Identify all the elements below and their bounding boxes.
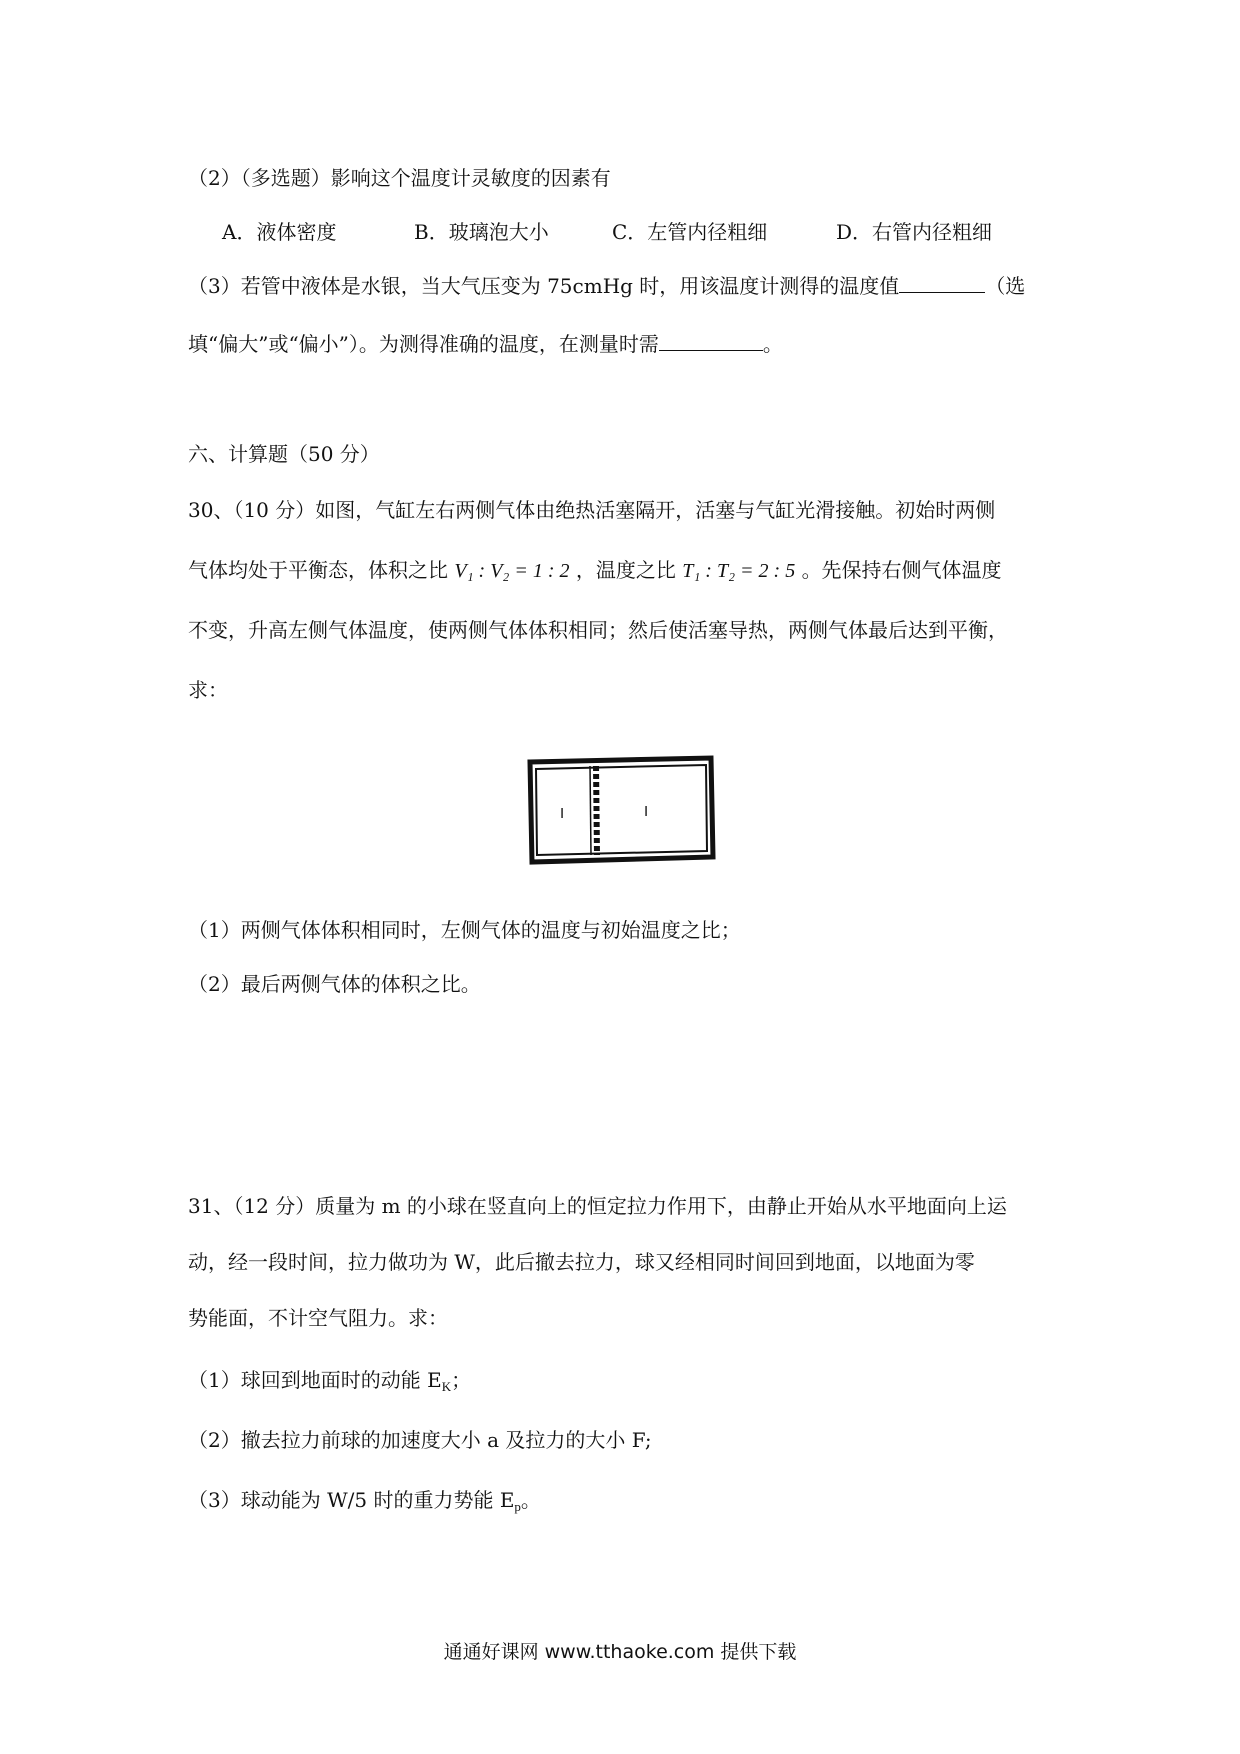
q30-line2 <box>188 556 1002 585</box>
q29-sub3-text2: （选 <box>985 274 1026 298</box>
q30-line2-b: ，温度之比 <box>575 558 676 582</box>
q29-option-b: B．玻璃泡大小 <box>414 220 549 244</box>
q31-sub3-text: （3）球动能为 W/5 时的重力势能 E <box>188 1488 515 1512</box>
q29-sub2: （2）（多选题）影响这个温度计灵敏度的因素有 <box>188 166 611 190</box>
q30-line3: 不变，升高左侧气体温度，使两侧气体体积相同；然后使活塞导热，两侧气体最后达到平衡， <box>188 618 1008 642</box>
answer-blank-1 <box>899 272 985 293</box>
q31-line2: 动，经一段时间，拉力做功为 W，此后撤去拉力，球又经相同时间回到地面，以地面为零 <box>188 1250 975 1274</box>
q31-sub3-subscript: p <box>514 1499 521 1514</box>
q29-option-c: C．左管内径粗细 <box>612 220 768 244</box>
q29-sub3-text4: 。 <box>762 332 783 356</box>
cylinder-diagram <box>526 752 716 870</box>
footer-watermark: 通通好课网 www.tthaoke.com 提供下载 <box>443 1641 797 1663</box>
piston <box>596 766 597 855</box>
q30-sub2: （2）最后两侧气体的体积之比。 <box>188 972 481 996</box>
q31-sub1-text: （1）球回到地面时的动能 E <box>188 1368 442 1392</box>
answer-blank-2 <box>659 330 763 351</box>
section-heading: 六、计算题（50 分） <box>188 442 380 466</box>
q30-line2-a: 气体均处于平衡态，体积之比 <box>188 558 448 582</box>
piston-edge <box>590 766 591 855</box>
q29-sub3-text3: 填“偏大”或“偏小”）。为测得准确的温度，在测量时需 <box>188 332 659 356</box>
q29-sub3-line2 <box>188 330 783 358</box>
q30-line4: 求： <box>188 678 228 702</box>
q31-line3: 势能面，不计空气阻力。求： <box>188 1306 448 1330</box>
q29-sub3-text1: （3）若管中液体是水银，当大气压变为 75cmHg 时，用该温度计测得的温度值 <box>188 274 900 298</box>
q31-sub1 <box>188 1366 471 1401</box>
temperature-ratio: T₁ : T₂ = 2 : 5 <box>682 560 796 582</box>
q30-line2-c: 。先保持右侧气体温度 <box>801 558 1002 582</box>
q30-sub1: （1）两侧气体体积相同时，左侧气体的温度与初始温度之比； <box>188 918 741 942</box>
q31-sub3 <box>188 1486 541 1521</box>
right-chamber-label: Ⅰ <box>644 805 649 820</box>
q31-line1: 31、（12 分）质量为 m 的小球在竖直向上的恒定拉力作用下，由静止开始从水平地面向上运 <box>188 1194 1007 1218</box>
left-chamber-label: Ⅰ <box>560 807 565 822</box>
cylinder-outer-wall <box>530 758 713 862</box>
q29-sub3-line1 <box>188 272 1025 300</box>
q29-option-d: D．右管内径粗细 <box>836 220 993 244</box>
q31-sub1-end: ； <box>451 1368 472 1392</box>
q29-option-a: A．液体密度 <box>222 220 337 244</box>
volume-ratio: V₁ : V₂ = 1 : 2 <box>454 560 570 582</box>
q30-line1: 30、（10 分）如图，气缸左右两侧气体由绝热活塞隔开，活塞与气缸光滑接触。初始时两侧 <box>188 498 996 522</box>
q31-sub2: （2）撤去拉力前球的加速度大小 a 及拉力的大小 F; <box>188 1428 652 1452</box>
q31-sub3-end: 。 <box>520 1488 541 1512</box>
q31-sub1-subscript: K <box>441 1379 452 1394</box>
